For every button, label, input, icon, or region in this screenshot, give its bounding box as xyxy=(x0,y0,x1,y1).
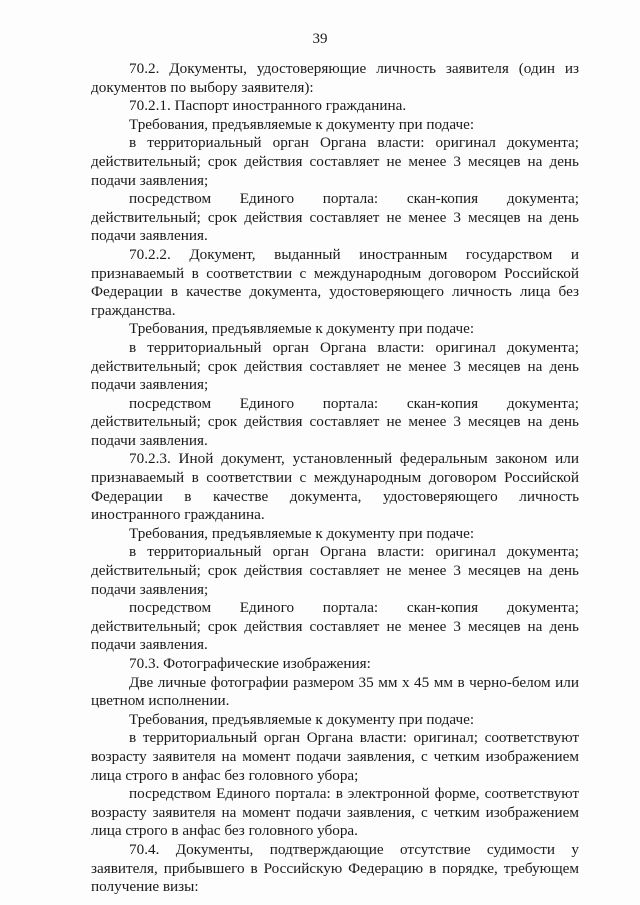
paragraph-70-2-3: 70.2.3. Иной документ, установленный федеральным законом или признаваемый в соответствии с международным договором Российской Федерации в качестве документа, удостоверяющего личность иностранного гражданина. xyxy=(91,450,579,524)
paragraph-requirements-heading: Требования, предъявляемые к документу при подаче: xyxy=(129,524,475,542)
paragraph-requirements-heading: Требования, предъявляемые к документу при подаче: xyxy=(129,115,475,133)
paragraph-70-2-2: 70.2.2. Документ, выданный иностранным государством и признаваемый в соответствии с международным договором Российской Федерации в качестве документа, удостоверяющего личность лица без гражданства. xyxy=(91,245,579,319)
paragraph-photo-spec: Две личные фотографии размером 35 мм x 45 мм в черно-белом или цветном исполнении. xyxy=(91,673,579,710)
paragraph-requirements-heading: Требования, предъявляемые к документу при подаче: xyxy=(129,710,475,728)
document-body xyxy=(91,60,579,897)
page-number: 39 xyxy=(312,31,328,47)
paragraph-portal-requirement: посредством Единого портала: скан-копия документа; действительный; срок действия составляет не менее 3 месяцев на день подачи заявления. xyxy=(91,599,579,654)
paragraph-70-2: 70.2. Документы, удостоверяющие личность заявителя (один из документов по выбору заявителя): xyxy=(91,60,579,96)
paragraph-portal-requirement: посредством Единого портала: скан-копия документа; действительный; срок действия составляет не менее 3 месяцев на день подачи заявления. xyxy=(91,394,579,449)
paragraph-70-3: 70.3. Фотографические изображения: xyxy=(129,655,371,672)
paragraph-portal-requirement: посредством Единого портала: скан-копия документа; действительный; срок действия составляет не менее 3 месяцев на день подачи заявления. xyxy=(91,190,579,245)
paragraph-70-2-1: 70.2.1. Паспорт иностранного гражданина. xyxy=(129,97,407,115)
paragraph-territorial-requirement: в территориальный орган Органа власти: оригинал документа; действительный; срок действия составляет не менее 3 месяцев на день подачи заявления; xyxy=(91,134,579,189)
paragraph-territorial-requirement: в территориальный орган Органа власти: оригинал; соответствуют возрасту заявителя на момент подачи заявления, с четким изображением лица строго в анфас без головного убора; xyxy=(91,729,579,784)
paragraph-requirements-heading: Требования, предъявляемые к документу при подаче: xyxy=(129,320,475,338)
paragraph-territorial-requirement: в территориальный орган Органа власти: оригинал документа; действительный; срок действия составляет не менее 3 месяцев на день подачи заявления; xyxy=(91,338,579,394)
paragraph-portal-requirement: посредством Единого портала: в электронной форме, соответствуют возрасту заявителя на момент подачи заявления, с четким изображением лица строго в анфас без головного убора. xyxy=(91,785,579,840)
paragraph-70-4: 70.4. Документы, подтверждающие отсутствие судимости у заявителя, прибывшего в Российскую Федерацию в порядке, требующем получение визы: xyxy=(91,840,579,896)
paragraph-territorial-requirement: в территориальный орган Органа власти: оригинал документа; действительный; срок действия составляет не менее 3 месяцев на день подачи заявления; xyxy=(91,543,579,598)
